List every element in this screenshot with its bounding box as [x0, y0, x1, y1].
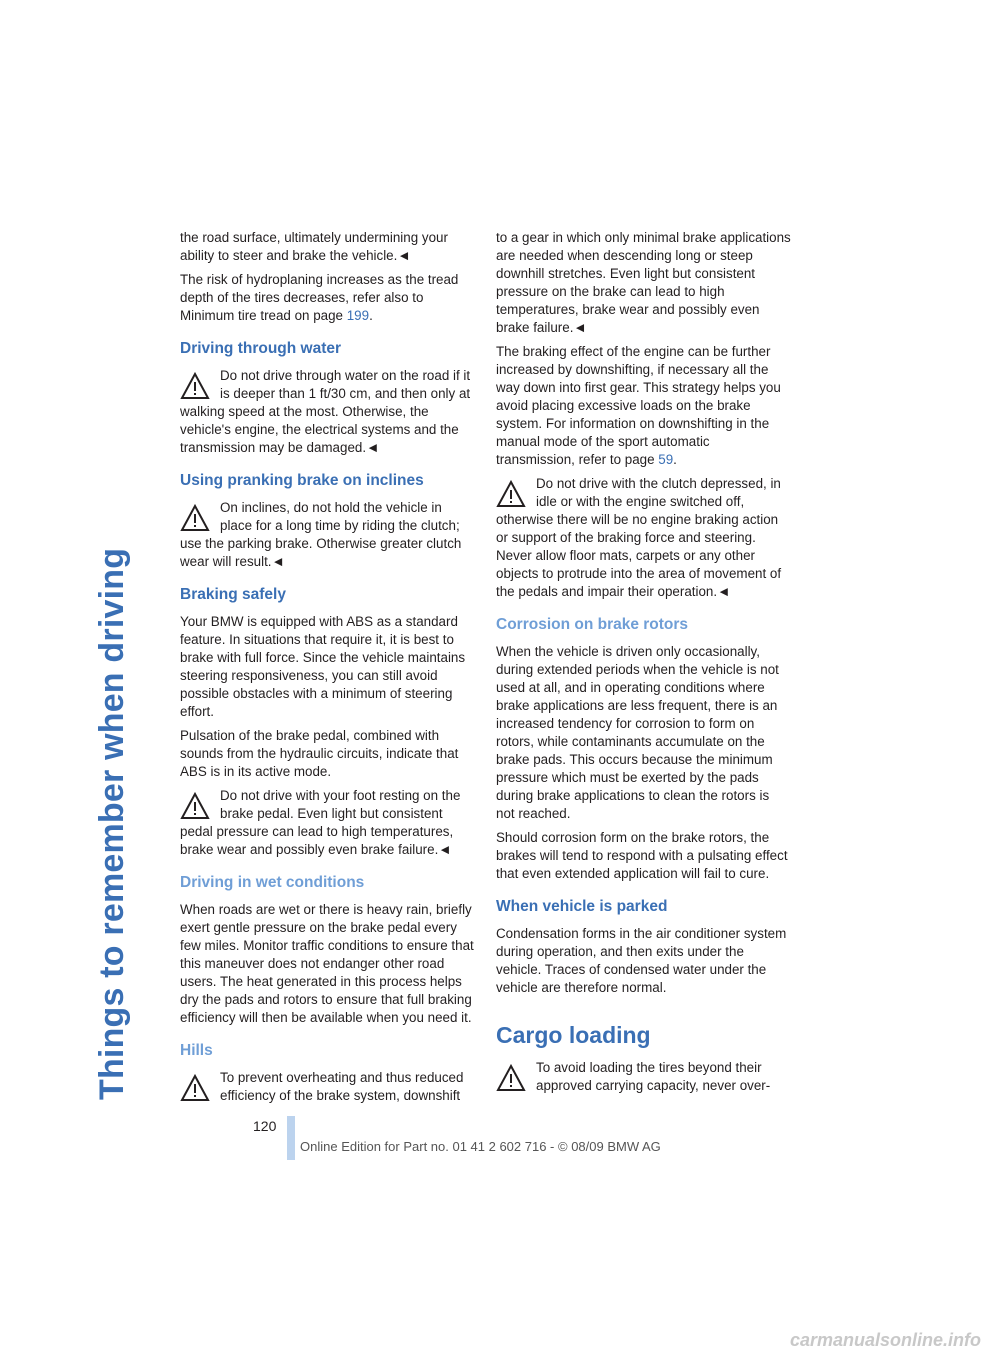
- text: .: [673, 452, 677, 467]
- warning-text: To prevent overheating and thus reduced efficiency of the brake system, downshift: [220, 1070, 464, 1103]
- heading-hills: Hills: [180, 1042, 213, 1059]
- right-column: [496, 229, 791, 1101]
- heading-wet-conditions: Driving in wet conditions: [180, 874, 365, 891]
- warning-triangle-icon: [496, 1063, 526, 1093]
- watermark-logo: carmanualsonline.info: [790, 1330, 981, 1350]
- heading-braking-on-inclines: Using pranking brake on inclines: [180, 472, 424, 489]
- warning-block: [180, 367, 475, 457]
- warning-block: [180, 787, 475, 859]
- page-link-59[interactable]: 59: [658, 452, 674, 467]
- paragraph: Condensation forms in the air conditioner system during operation, and then exits under the vehicle. Traces of condensed water under the vehicle are therefore normal.: [496, 926, 787, 995]
- heading-vehicle-parked: When vehicle is parked: [496, 898, 668, 915]
- warning-text: Do not drive with your foot resting on the brake pedal. Even light but consistent pedal pressure can lead to high temperatures, brake wear and possibly even brake failure.◄: [180, 788, 461, 857]
- paragraph: to a gear in which only minimal brake applications are needed when descending long or steep downhill stretches. Even light but consistent pressure on the brake can lead to high temperatures, brake wear and possibly even brake failure.◄: [496, 230, 791, 335]
- left-column: [180, 229, 475, 1111]
- text: The risk of hydroplaning increases as the tread depth of the tires decreases, refer also to Minimum tire tread on page: [180, 272, 459, 323]
- paragraph: When the vehicle is driven only occasionally, during extended periods when the vehicle is not used at all, and in operating conditions where brake applications are less frequent, there is an increased tendency for corrosion to form on rotors, while contaminants accumulate on the brake pads. This occurs because the minimum pressure which must be exerted by the pads during brake applications to clean the rotors is not reached.: [496, 644, 779, 821]
- warning-block: [496, 475, 791, 601]
- page-number: 120: [253, 1118, 277, 1134]
- warning-triangle-icon: [496, 479, 526, 509]
- warning-text: On inclines, do not hold the vehicle in place for a long time by riding the clutch; use the parking brake. Otherwise greater clutch wear will result.◄: [180, 500, 462, 569]
- paragraph: Pulsation of the brake pedal, combined with sounds from the hydraulic circuits, indicate that ABS is in its active mode.: [180, 728, 459, 779]
- paragraph: the road surface, ultimately undermining your ability to steer and brake the vehicle.◄: [180, 230, 448, 263]
- heading-cargo-loading: Cargo loading: [496, 1022, 651, 1048]
- text: The braking effect of the engine can be further increased by downshifting, if necessary all the way down into first gear. This strategy helps you avoid placing excessive loads on the brake system. For information on downshifting in the manual mode of the sport automatic transmission, refer to page: [496, 344, 781, 467]
- heading-corrosion: Corrosion on brake rotors: [496, 616, 689, 633]
- heading-braking-safely: Braking safely: [180, 586, 286, 603]
- page-link-199[interactable]: 199: [346, 308, 370, 323]
- paragraph: [496, 343, 791, 469]
- warning-triangle-icon: [180, 371, 210, 401]
- heading-driving-through-water: Driving through water: [180, 340, 342, 357]
- warning-block: [496, 1059, 791, 1095]
- edition-footer: Online Edition for Part no. 01 41 2 602 716 - © 08/09 BMW AG: [300, 1139, 661, 1154]
- warning-text: Do not drive with the clutch depressed, in idle or with the engine switched off, otherwise there will be no engine braking action or support of the braking force and steering. Never allow floor mats, carpets or any other objects to protrude into the area of movement of the pedals and impair their operation.◄: [496, 476, 782, 599]
- footer-bar: [287, 1116, 295, 1160]
- text: .: [369, 308, 373, 323]
- paragraph: [180, 271, 475, 325]
- paragraph: When roads are wet or there is heavy rain, briefly exert gentle pressure on the brake pedal every few miles. Monitor traffic conditions to ensure that this maneuver does not endanger other road users. The heat generated in this process helps dry the pads and rotors to ensure that full braking efficiency will then be available when you need it.: [180, 902, 474, 1025]
- warning-triangle-icon: [180, 1073, 210, 1103]
- warning-triangle-icon: [180, 503, 210, 533]
- paragraph: Your BMW is equipped with ABS as a standard feature. In situations that require it, it is best to brake with full force. Since the vehicle maintains steering responsiveness, you can still avoid possible obstacles with a minimum of steering effort.: [180, 614, 466, 719]
- warning-text: Do not drive through water on the road if it is deeper than 1 ft/30 cm, and then only at walking speed at the most. Otherwise, the vehicle's engine, the electrical systems and the transmission may be damaged.◄: [180, 368, 471, 455]
- warning-block: [180, 1069, 475, 1105]
- warning-block: [180, 499, 475, 571]
- side-section-title: Things to remember when driving: [93, 547, 131, 1100]
- paragraph: Should corrosion form on the brake rotors, the brakes will tend to respond with a pulsating effect that even extended application will fail to cure.: [496, 830, 788, 881]
- warning-text: To avoid loading the tires beyond their approved carrying capacity, never over-: [536, 1060, 771, 1093]
- warning-triangle-icon: [180, 791, 210, 821]
